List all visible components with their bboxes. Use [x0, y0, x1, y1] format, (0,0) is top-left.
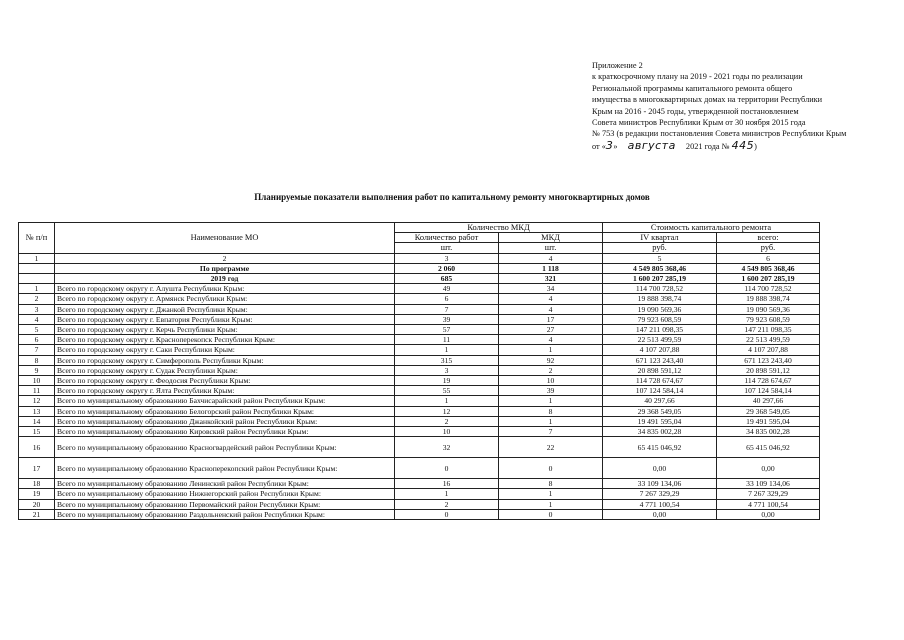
- row-q4: 147 211 098,35: [603, 325, 717, 335]
- document-title: Планируемые показатели выполнения работ по капитальному ремонту многоквартирных домов: [254, 192, 650, 202]
- row-works: 32: [395, 437, 499, 458]
- row-works: 55: [395, 386, 499, 396]
- row-mkd: 8: [499, 406, 603, 416]
- row-mkd: 92: [499, 355, 603, 365]
- row-name: Всего по городскому округу г. Саки Республики Крым:: [55, 345, 395, 355]
- table-row: [19, 294, 820, 304]
- row-name: Всего по муниципальному образованию Раздольненский район Республики Крым:: [55, 509, 395, 519]
- row-number: 11: [19, 386, 55, 396]
- table-row: [19, 335, 820, 345]
- row-total: 19 090 569,36: [717, 304, 820, 314]
- unit-mkd: шт.: [499, 243, 603, 253]
- row-total: 147 211 098,35: [717, 325, 820, 335]
- table-row: [19, 437, 820, 458]
- row-mkd: 1: [499, 396, 603, 406]
- table-row: [19, 355, 820, 365]
- table-row: [19, 396, 820, 406]
- row-number: 3: [19, 304, 55, 314]
- row-total: 114 700 728,52: [717, 284, 820, 294]
- appendix-amendment: № 753 (в редакции постановления Совета министров Республики Крым: [592, 129, 847, 139]
- row-number: 5: [19, 325, 55, 335]
- row-q4: 114 700 728,52: [603, 284, 717, 294]
- table-row: [19, 406, 820, 416]
- row-name: Всего по городскому округу г. Армянск Республики Крым:: [55, 294, 395, 304]
- row-q4: 29 368 549,05: [603, 406, 717, 416]
- row-q4: 34 835 002,28: [603, 427, 717, 437]
- row-q4: 4 107 207,88: [603, 345, 717, 355]
- row-total: 4 107 207,88: [717, 345, 820, 355]
- row-number: 2: [19, 294, 55, 304]
- table-row: [19, 427, 820, 437]
- table-row: [19, 386, 820, 396]
- row-mkd: 27: [499, 325, 603, 335]
- table-row: [19, 499, 820, 509]
- row-works: 1: [395, 345, 499, 355]
- total-mkd: 1 118: [499, 263, 603, 273]
- row-number: 15: [19, 427, 55, 437]
- row-mkd: 39: [499, 386, 603, 396]
- row-number: 7: [19, 345, 55, 355]
- row-total: 4 771 100,54: [717, 499, 820, 509]
- row-name: Всего по муниципальному образованию Кировский район Республики Крым:: [55, 427, 395, 437]
- row-number: 10: [19, 376, 55, 386]
- row-q4: 79 923 608,59: [603, 314, 717, 324]
- row-name: Всего по городскому округу г. Судак Республики Крым:: [55, 365, 395, 375]
- row-works: 16: [395, 479, 499, 489]
- table-row: [19, 304, 820, 314]
- row-number: 6: [19, 335, 55, 345]
- row-total: 22 513 499,59: [717, 335, 820, 345]
- row-works: 12: [395, 406, 499, 416]
- table-row: [19, 284, 820, 294]
- row-works: 1: [395, 489, 499, 499]
- appendix-line: Совета министров Республики Крым от 30 ноября 2015 года: [592, 118, 806, 128]
- row-works: 10: [395, 427, 499, 437]
- column-numbers-row: 1 2 3 4 5 6: [19, 253, 820, 263]
- table-row: [19, 325, 820, 335]
- row-total: 19 888 398,74: [717, 294, 820, 304]
- row-mkd: 8: [499, 479, 603, 489]
- row-works: 1: [395, 396, 499, 406]
- row-name: Всего по муниципальному образованию Красногвардейский район Республики Крым:: [55, 437, 395, 458]
- appendix-line: Региональной программы капитального ремонта общего: [592, 83, 793, 93]
- table-row: [19, 345, 820, 355]
- row-number: 9: [19, 365, 55, 375]
- appendix-line: Крым на 2016 - 2045 годы, утвержденной постановлением: [592, 106, 799, 116]
- row-q4: 7 267 329,29: [603, 489, 717, 499]
- row-number: 19: [19, 489, 55, 499]
- row-total: 114 728 674,67: [717, 376, 820, 386]
- row-q4: 22 513 499,59: [603, 335, 717, 345]
- row-q4: 114 728 674,67: [603, 376, 717, 386]
- row-mkd: 2: [499, 365, 603, 375]
- appendix-line: Приложение 2: [592, 61, 643, 70]
- row-number: 16: [19, 437, 55, 458]
- row-total: 33 109 134,06: [717, 479, 820, 489]
- row-name: Всего по городскому округу г. Евпатория Республики Крым:: [55, 314, 395, 324]
- row-total: 79 923 608,59: [717, 314, 820, 324]
- row-number: 21: [19, 509, 55, 519]
- row-name: Всего по муниципальному образованию Бахчисарайский район Республики Крым:: [55, 396, 395, 406]
- table-row: [19, 489, 820, 499]
- row-number: 14: [19, 416, 55, 426]
- total-label: По программе: [55, 263, 395, 273]
- unit-total: руб.: [717, 243, 820, 253]
- appendix-line: имущества в многоквартирных домах на территории Республики: [592, 95, 823, 105]
- header-mkd: МКД: [499, 233, 603, 243]
- row-total: 0,00: [717, 458, 820, 479]
- row-q4: 40 297,66: [603, 396, 717, 406]
- row-q4: 4 771 100,54: [603, 499, 717, 509]
- appendix-block: [592, 60, 852, 152]
- row-number: 18: [19, 479, 55, 489]
- repair-indicators-table: [18, 222, 820, 520]
- row-mkd: 1: [499, 345, 603, 355]
- row-works: 315: [395, 355, 499, 365]
- total-row-num: [19, 263, 55, 273]
- row-q4: 107 124 584,14: [603, 386, 717, 396]
- header-num: № п/п: [19, 223, 55, 254]
- row-works: 7: [395, 304, 499, 314]
- row-mkd: 7: [499, 427, 603, 437]
- row-q4: 20 898 591,12: [603, 365, 717, 375]
- row-total: 40 297,66: [717, 396, 820, 406]
- row-total: 0,00: [717, 509, 820, 519]
- total-works: 2 060: [395, 263, 499, 273]
- appendix-date: от «3» августа 2021 года № 445): [592, 138, 757, 152]
- row-works: 2: [395, 416, 499, 426]
- row-number: 17: [19, 458, 55, 479]
- row-works: 0: [395, 458, 499, 479]
- row-works: 2: [395, 499, 499, 509]
- row-q4: 0,00: [603, 458, 717, 479]
- row-name: Всего по городскому округу г. Ялта Республики Крым:: [55, 386, 395, 396]
- table-row: [19, 376, 820, 386]
- row-q4: 33 109 134,06: [603, 479, 717, 489]
- row-mkd: 4: [499, 294, 603, 304]
- row-name: Всего по муниципальному образованию Нижнегорский район Республики Крым:: [55, 489, 395, 499]
- table-row: [19, 458, 820, 479]
- row-mkd: 17: [499, 314, 603, 324]
- row-mkd: 1: [499, 499, 603, 509]
- row-q4: 0,00: [603, 509, 717, 519]
- table-row: [19, 479, 820, 489]
- row-total: 20 898 591,12: [717, 365, 820, 375]
- total-row-num: [19, 274, 55, 284]
- row-name: Всего по городскому округу г. Алушта Республики Крым:: [55, 284, 395, 294]
- total-q4: 1 600 207 285,19: [603, 274, 717, 284]
- row-mkd: 22: [499, 437, 603, 458]
- row-name: Всего по городскому округу г. Симферополь Республики Крым:: [55, 355, 395, 365]
- row-number: 12: [19, 396, 55, 406]
- appendix-line: к краткосрочному плану на 2019 - 2021 годы по реализации: [592, 72, 803, 82]
- row-name: Всего по муниципальному образованию Красноперекопский район Республики Крым:: [55, 458, 395, 479]
- row-total: 7 267 329,29: [717, 489, 820, 499]
- header-cost-group: Стоимость капитального ремонта: [603, 223, 820, 233]
- row-name: Всего по муниципальному образованию Ленинский район Республики Крым:: [55, 479, 395, 489]
- total-sum: 1 600 207 285,19: [717, 274, 820, 284]
- row-number: 20: [19, 499, 55, 509]
- row-q4: 19 090 569,36: [603, 304, 717, 314]
- unit-works: шт.: [395, 243, 499, 253]
- row-total: 65 415 046,92: [717, 437, 820, 458]
- row-name: Всего по муниципальному образованию Джанкойский район Республики Крым:: [55, 416, 395, 426]
- header-q4: IV квартал: [603, 233, 717, 243]
- total-row: [19, 274, 820, 284]
- header-works: Количество работ: [395, 233, 499, 243]
- row-mkd: 1: [499, 416, 603, 426]
- row-total: 19 491 595,04: [717, 416, 820, 426]
- row-number: 13: [19, 406, 55, 416]
- unit-q4: руб.: [603, 243, 717, 253]
- row-mkd: 4: [499, 304, 603, 314]
- row-total: 107 124 584,14: [717, 386, 820, 396]
- row-name: Всего по муниципальному образованию Белогорский район Республики Крым:: [55, 406, 395, 416]
- row-name: Всего по городскому округу г. Джанкой Республики Крым:: [55, 304, 395, 314]
- row-number: 8: [19, 355, 55, 365]
- appendix-lines: [592, 60, 852, 128]
- header-mkd-group: Количество МКД: [395, 223, 603, 233]
- row-works: 19: [395, 376, 499, 386]
- total-label: 2019 год: [55, 274, 395, 284]
- row-q4: 19 491 595,04: [603, 416, 717, 426]
- row-total: 671 123 243,40: [717, 355, 820, 365]
- total-sum: 4 549 805 368,46: [717, 263, 820, 273]
- handwritten-month: августа: [627, 138, 676, 152]
- row-mkd: 10: [499, 376, 603, 386]
- row-works: 11: [395, 335, 499, 345]
- table-row: [19, 416, 820, 426]
- total-works: 685: [395, 274, 499, 284]
- total-q4: 4 549 805 368,46: [603, 263, 717, 273]
- row-total: 29 368 549,05: [717, 406, 820, 416]
- handwritten-day: 3: [605, 138, 614, 152]
- row-q4: 65 415 046,92: [603, 437, 717, 458]
- row-mkd: 0: [499, 458, 603, 479]
- row-q4: 19 888 398,74: [603, 294, 717, 304]
- table-row: [19, 509, 820, 519]
- table-row: [19, 365, 820, 375]
- row-q4: 671 123 243,40: [603, 355, 717, 365]
- row-works: 0: [395, 509, 499, 519]
- row-total: 34 835 002,28: [717, 427, 820, 437]
- row-works: 6: [395, 294, 499, 304]
- row-mkd: 0: [499, 509, 603, 519]
- row-works: 57: [395, 325, 499, 335]
- row-mkd: 34: [499, 284, 603, 294]
- row-name: Всего по муниципальному образованию Первомайский район Республики Крым:: [55, 499, 395, 509]
- row-mkd: 4: [499, 335, 603, 345]
- header-name: Наименование МО: [55, 223, 395, 254]
- table-row: [19, 314, 820, 324]
- row-works: 39: [395, 314, 499, 324]
- row-number: 1: [19, 284, 55, 294]
- total-row: [19, 263, 820, 273]
- row-works: 49: [395, 284, 499, 294]
- row-name: Всего по городскому округу г. Красноперекопск Республики Крым:: [55, 335, 395, 345]
- total-mkd: 321: [499, 274, 603, 284]
- row-name: Всего по городскому округу г. Керчь Республики Крым:: [55, 325, 395, 335]
- row-number: 4: [19, 314, 55, 324]
- handwritten-number: 445: [731, 138, 755, 152]
- header-total: всего:: [717, 233, 820, 243]
- row-works: 3: [395, 365, 499, 375]
- table-body: [19, 253, 820, 519]
- row-name: Всего по городскому округу г. Феодосия Республики Крым:: [55, 376, 395, 386]
- row-mkd: 1: [499, 489, 603, 499]
